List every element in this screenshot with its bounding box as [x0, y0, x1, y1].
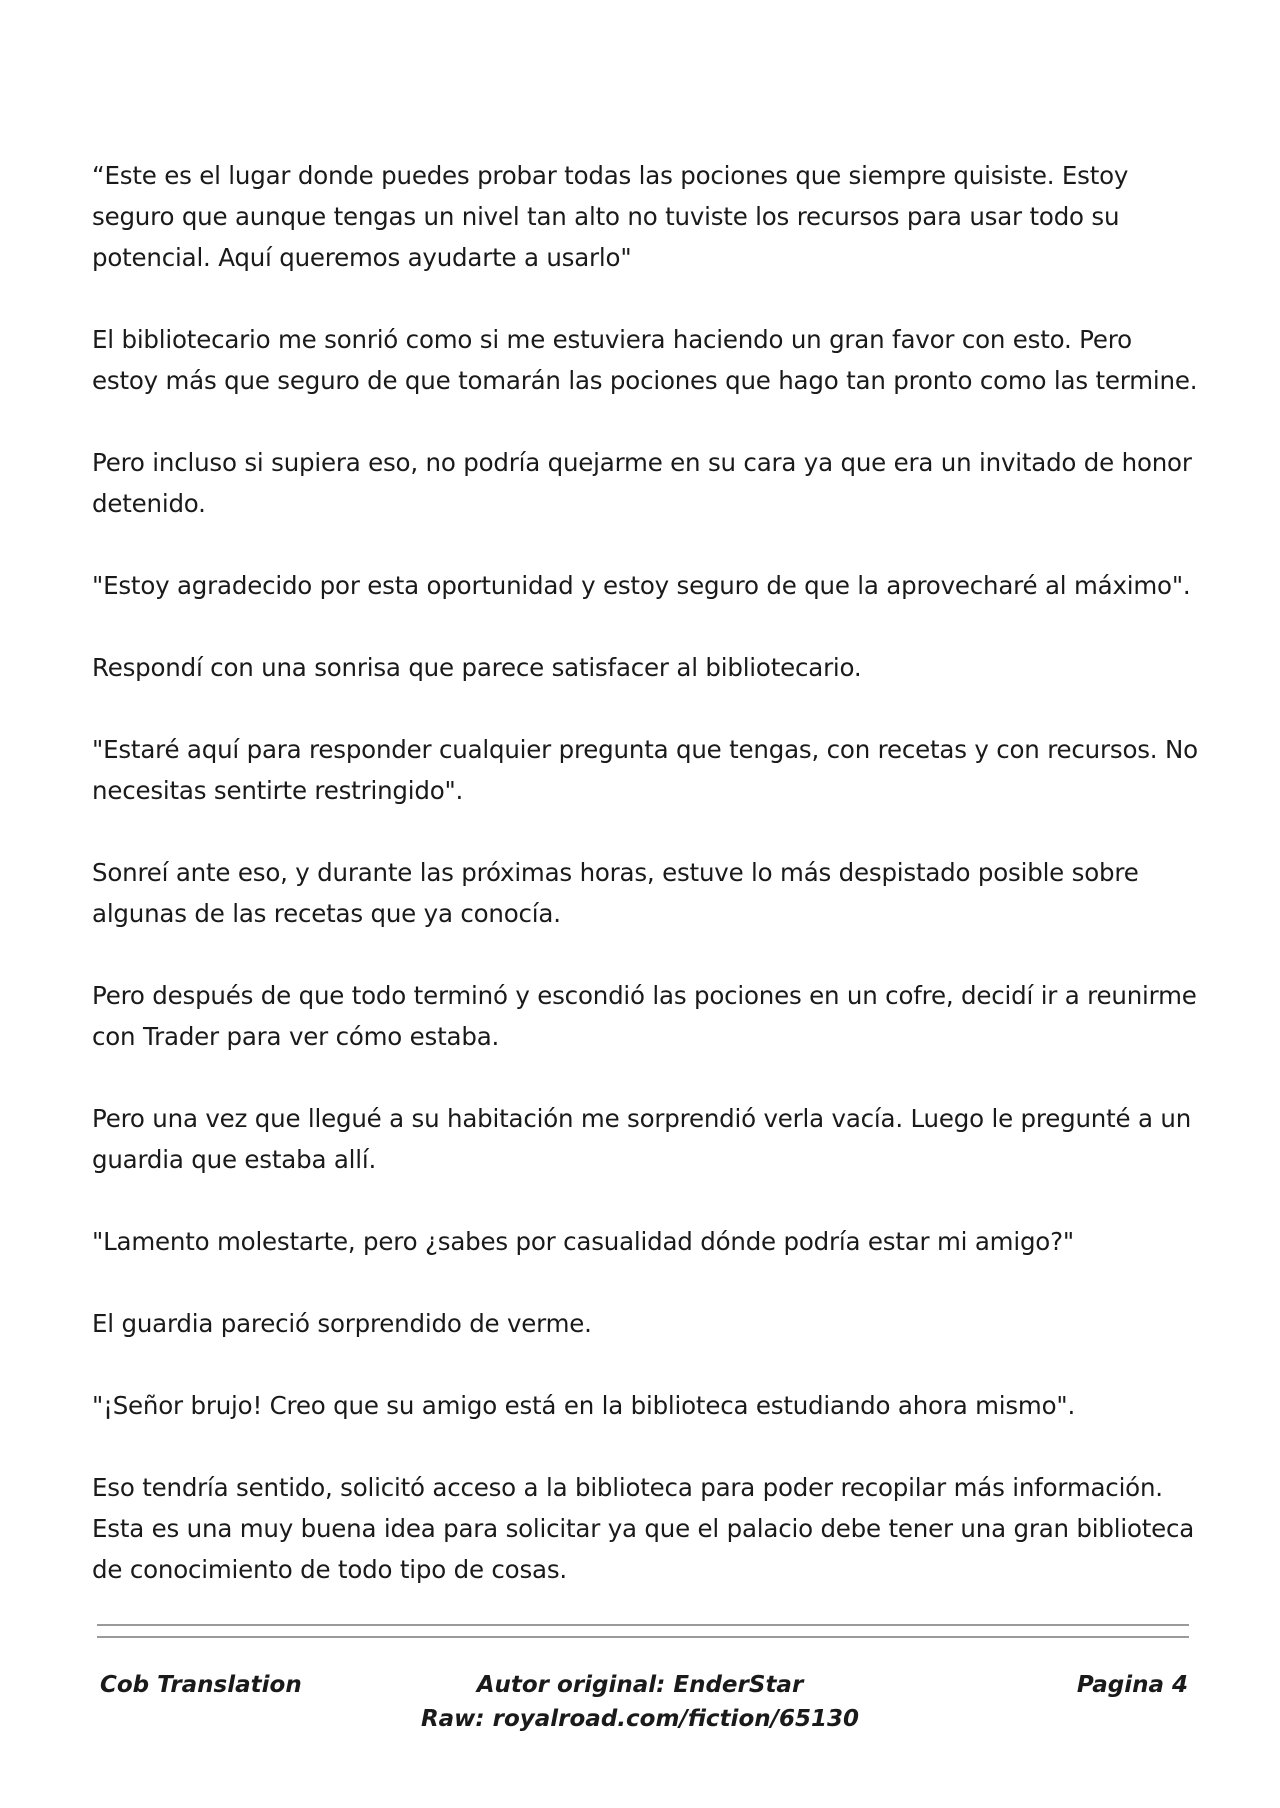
footer-page-number: Pagina 4 — [1076, 1672, 1188, 1698]
footer-author: Autor original: EnderStar — [476, 1672, 804, 1698]
paragraph: "Estoy agradecido por esta oportunidad y estoy seguro de que la aprovecharé al máximo". — [92, 571, 1191, 600]
chapter-body — [92, 155, 1202, 1631]
paragraph: "¡Señor brujo! Creo que su amigo está en la biblioteca estudiando ahora mismo". — [92, 1391, 1076, 1420]
paragraph: Respondí con una sonrisa que parece satisfacer al bibliotecario. — [92, 653, 862, 682]
paragraph: Pero después de que todo terminó y escondió las pociones en un cofre, decidí ir a reunirme con Trader para ver cómo estaba. — [92, 981, 1197, 1051]
footer-divider-bottom — [97, 1636, 1189, 1638]
paragraph: Pero incluso si supiera eso, no podría quejarme en su cara ya que era un invitado de honor detenido. — [92, 448, 1192, 518]
footer-credits — [340, 1668, 940, 1736]
footer-translator: Cob Translation — [100, 1672, 302, 1698]
paragraph: El bibliotecario me sonrió como si me estuviera haciendo un gran favor con esto. Pero estoy más que seguro de que tomarán las pociones que hago tan pronto como las termine. — [92, 325, 1198, 395]
paragraph: “Este es el lugar donde puedes probar todas las pociones que siempre quisiste. Estoy seguro que aunque tengas un nivel tan alto no tuviste los recursos para usar todo su potencial. Aquí queremos ayudarte a usarlo" — [92, 161, 1129, 272]
footer-raw-link: Raw: royalroad.com/fiction/65130 — [420, 1706, 860, 1732]
paragraph: "Estaré aquí para responder cualquier pregunta que tengas, con recetas y con recursos. No necesitas sentirte restringido". — [92, 735, 1198, 805]
paragraph: El guardia pareció sorprendido de verme. — [92, 1309, 592, 1338]
paragraph: Pero una vez que llegué a su habitación me sorprendió verla vacía. Luego le pregunté a un guardia que estaba allí. — [92, 1104, 1192, 1174]
footer-divider-top — [97, 1624, 1189, 1626]
paragraph: Sonreí ante eso, y durante las próximas horas, estuve lo más despistado posible sobre algunas de las recetas que ya conocía. — [92, 858, 1139, 928]
paragraph: "Lamento molestarte, pero ¿sabes por casualidad dónde podría estar mi amigo?" — [92, 1227, 1074, 1256]
paragraph: Eso tendría sentido, solicitó acceso a la biblioteca para poder recopilar más información. Esta es una muy buena idea para solicitar ya que el palacio debe tener una gran biblioteca de conocimiento de todo tipo de cosas. — [92, 1473, 1195, 1584]
